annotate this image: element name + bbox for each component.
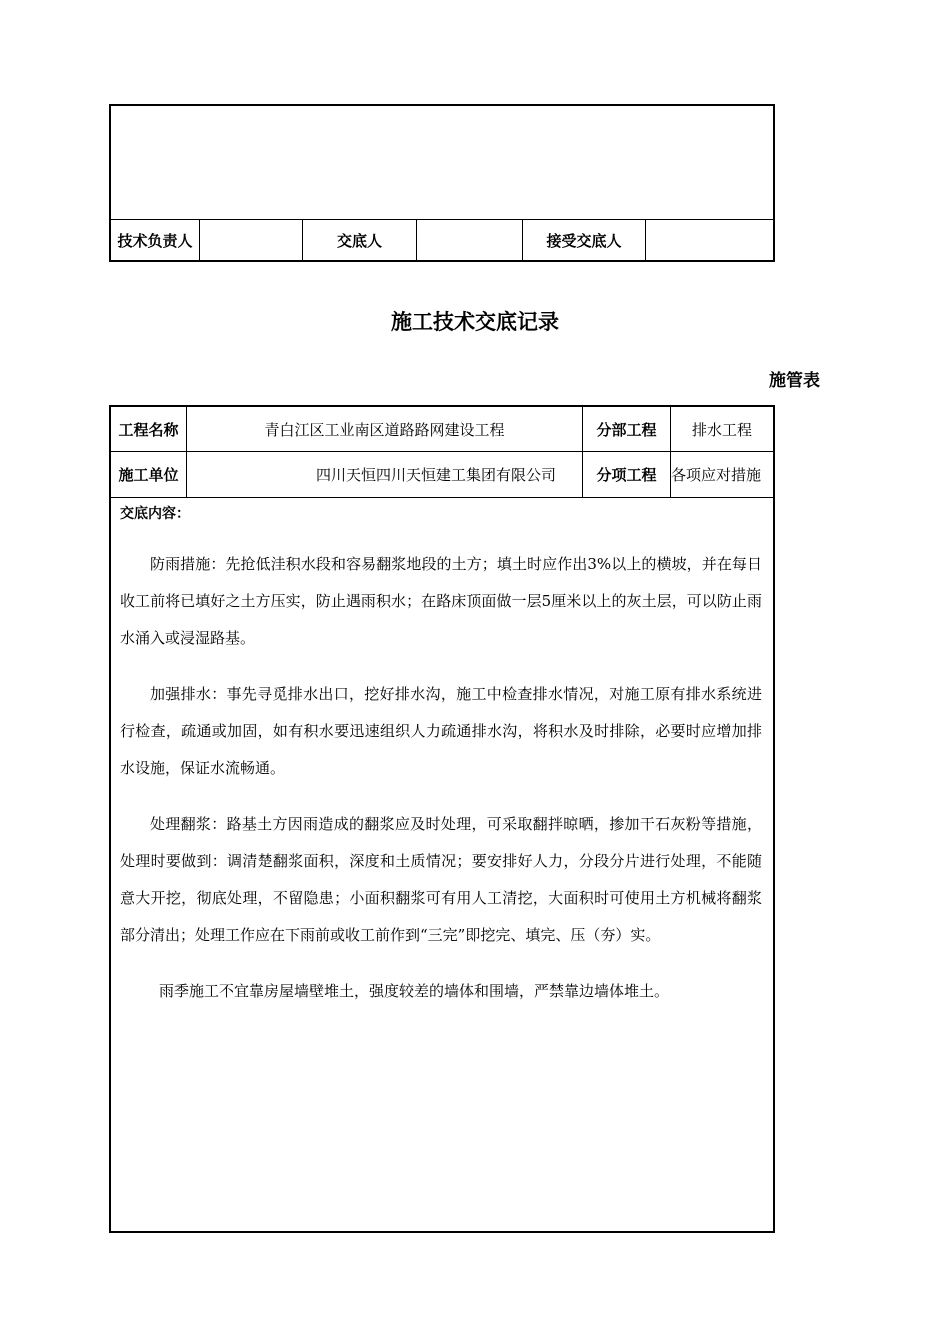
tech-lead-label: 技术负责人 <box>117 231 193 250</box>
content-label: 交底内容： <box>120 506 190 522</box>
paragraph-rain-protection: 防雨措施：先抢低洼积水段和容易翻浆地段的土方；填土时应作出3%以上的横坡，并在每日收工前将已填好之土方压实，防止遇雨积水；在路床顶面做一层5厘米以上的灰土层，可以防止雨水涌入或浸湿路基。 <box>120 555 762 647</box>
presenter-signature-field[interactable] <box>417 220 522 260</box>
contractor-label: 施工单位 <box>118 466 179 484</box>
subitem-label: 分项工程 <box>596 466 657 484</box>
form-code: 施管表 <box>769 371 820 391</box>
receiver-signature-field[interactable] <box>646 220 773 260</box>
division-label: 分部工程 <box>596 420 657 439</box>
presenter-label: 交底人 <box>336 231 382 250</box>
contractor-value: 四川天恒四川天恒建工集团有限公司 <box>315 466 556 484</box>
paragraph-drainage: 加强排水：事先寻觅排水出口，挖好排水沟，施工中检查排水情况，对施工原有排水系统进行检查，疏通或加固，如有积水要迅速组织人力疏通排水沟，将积水及时排除，必要时应增加排水设施，保证水流畅通。 <box>120 685 762 777</box>
record-row-line <box>111 497 773 498</box>
disclosure-content <box>120 500 762 1029</box>
project-name-value: 青白江区工业南区道路路网建设工程 <box>264 420 505 439</box>
project-name-label: 工程名称 <box>118 420 179 439</box>
paragraph-stockpile-rule: 雨季施工不宜靠房屋墙壁堆土，强度较差的墙体和围墙，严禁靠边墙体堆土。 <box>159 982 670 1000</box>
division-value: 排水工程 <box>691 420 752 439</box>
subitem-value: 各项应对措施 <box>671 466 762 484</box>
tech-lead-signature-field[interactable] <box>200 220 302 260</box>
page-title: 施工技术交底记录 <box>391 310 559 334</box>
paragraph-mud-pumping: 处理翻浆：路基土方因雨造成的翻浆应及时处理，可采取翻拌晾晒，掺加干石灰粉等措施，处理时要做到：调清楚翻浆面积，深度和土质情况；要安排好人力，分段分片进行处理，不能随意大开挖，彻底处理，不留隐患；小面积翻浆可有用人工清挖，大面积时可使用土方机械将翻浆部分清出；处理工作应在下雨前或收工前作到“三完”即挖完、填完、压（夯）实。 <box>120 815 762 944</box>
receiver-label: 接受交底人 <box>546 231 622 250</box>
